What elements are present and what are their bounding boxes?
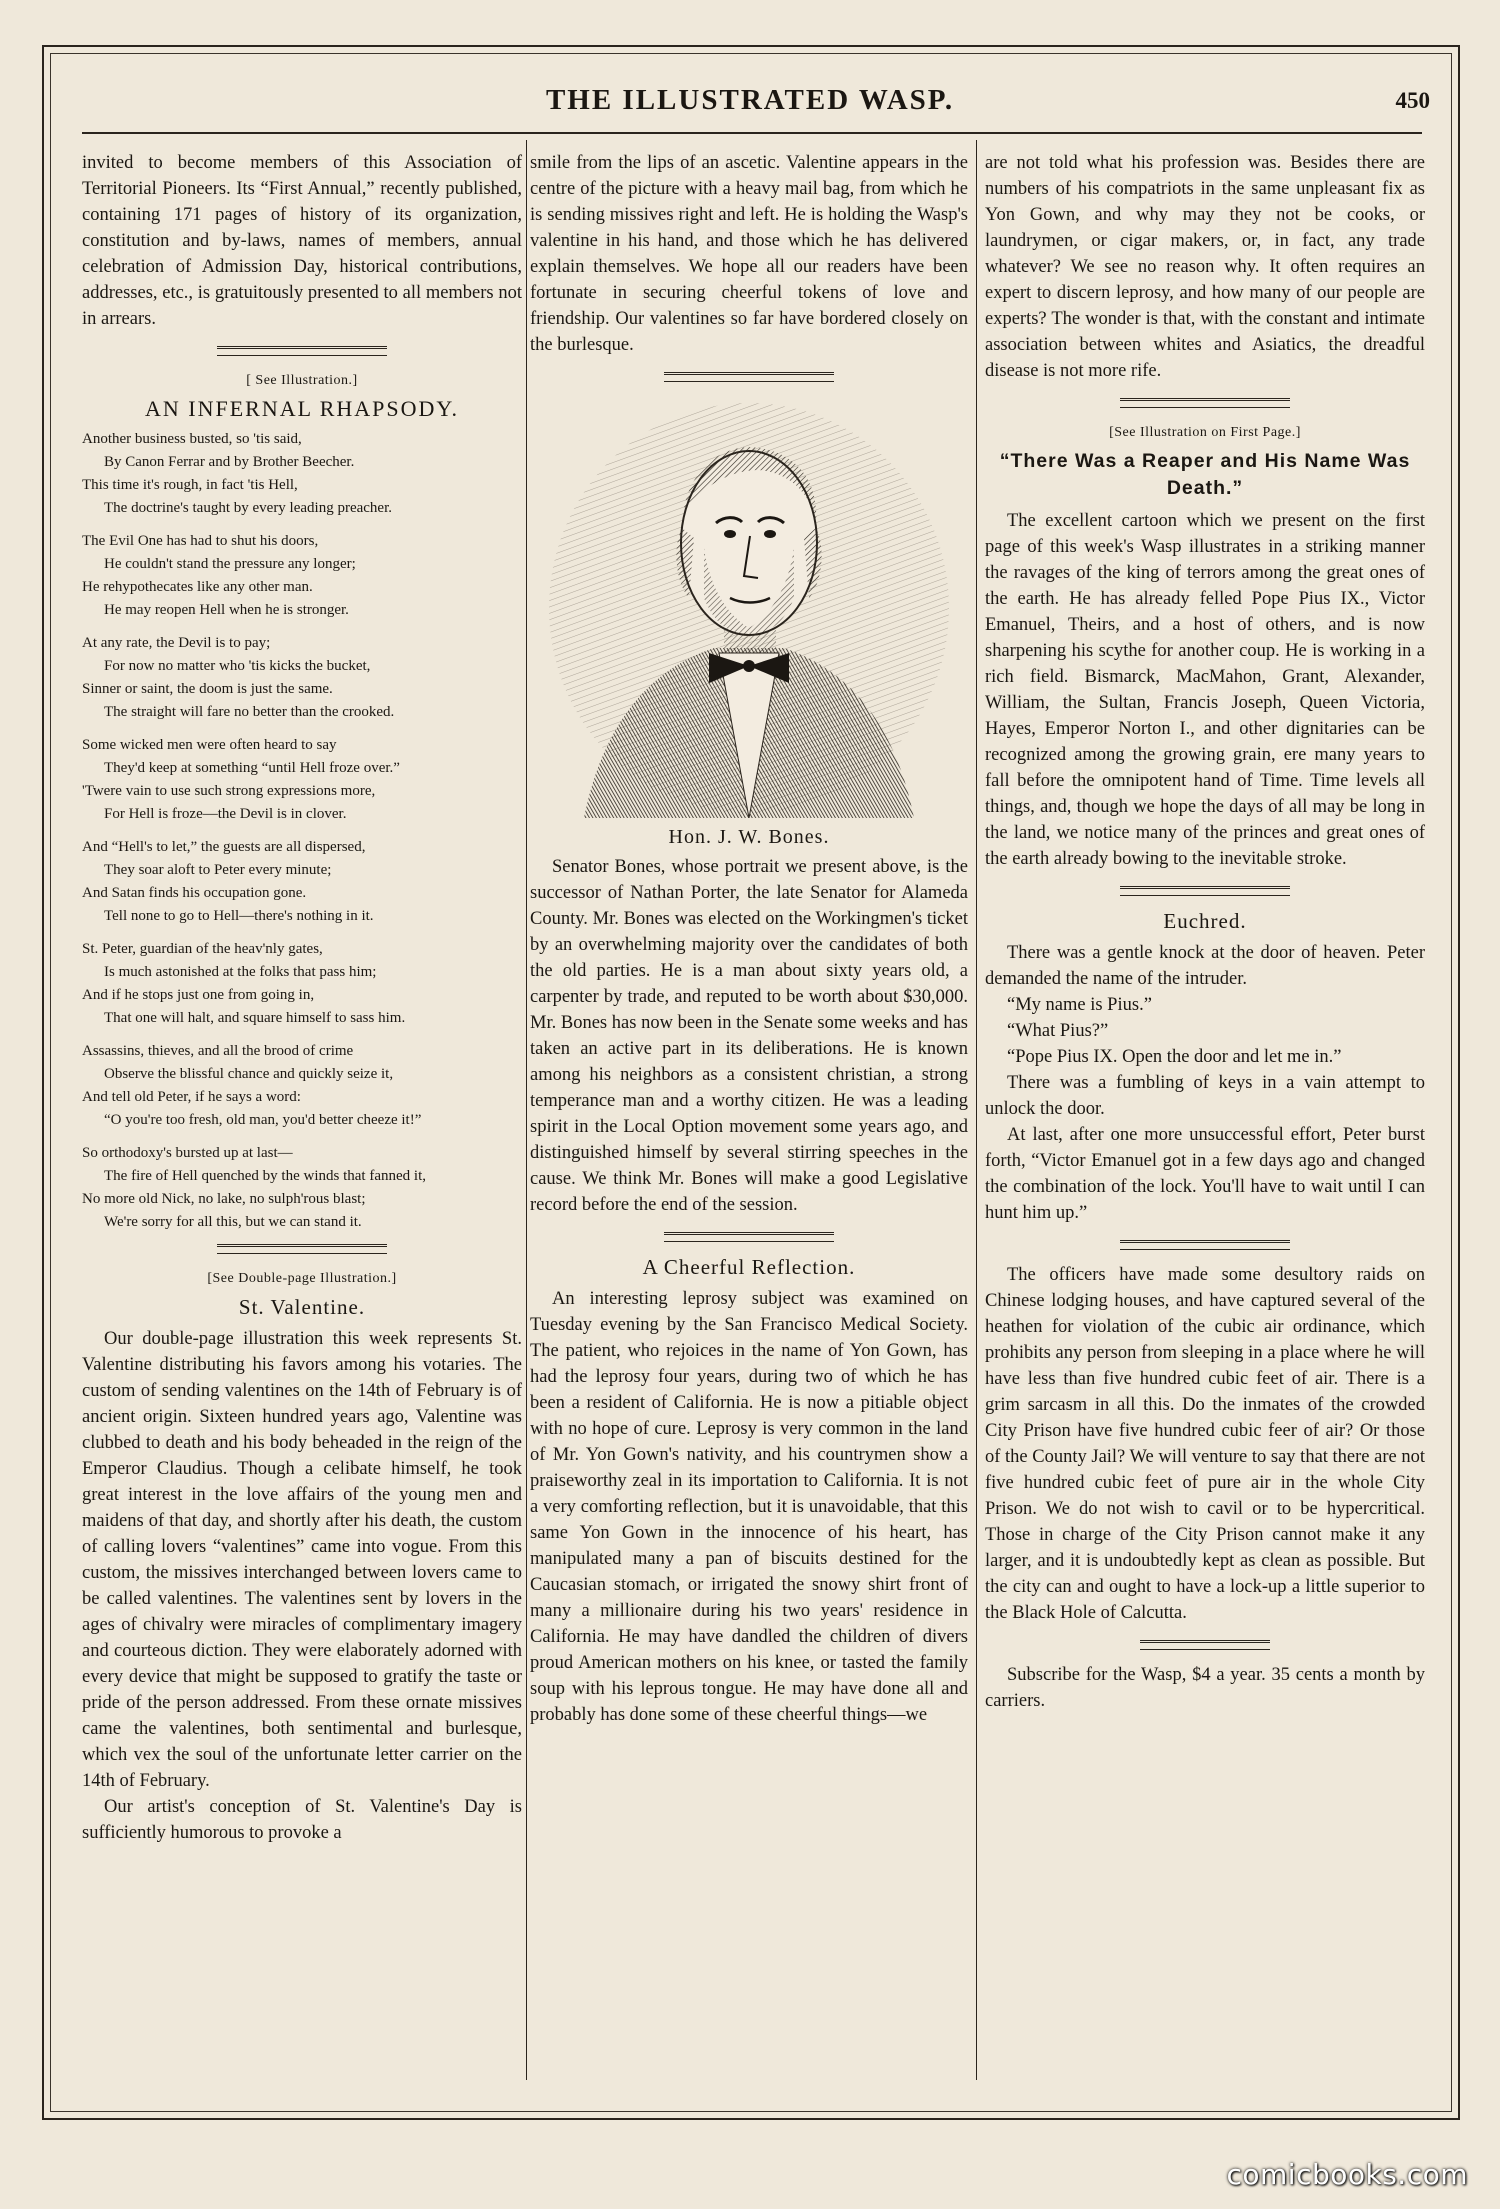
poem-line: The Evil One has had to shut his doors, <box>82 533 319 549</box>
poem-line: The fire of Hell quenched by the winds that fanned it, <box>104 1168 426 1184</box>
separator <box>217 1244 387 1254</box>
see-illustration-note: [ See Illustration.] <box>246 373 358 388</box>
poem-line: This time it's rough, in fact 'tis Hell, <box>82 477 298 493</box>
euchred-paragraph: There was a fumbling of keys in a vain attempt to unlock the door. <box>985 1073 1425 1119</box>
separator <box>664 1232 834 1242</box>
separator <box>1120 1240 1290 1250</box>
poem-line: Is much astonished at the folks that pass him; <box>104 964 377 980</box>
poem-line: Sinner or saint, the doom is just the same. <box>82 681 333 697</box>
euchred-paragraph: At last, after one more unsuccessful effort, Peter burst forth, “Victor Emanuel got in a few days ago and changed the combination of the lock. You'll have to wait until I can hunt him up.” <box>985 1125 1425 1223</box>
valentine-continued: smile from the lips of an ascetic. Valentine appears in the centre of the picture with a heavy mail bag, from which he is sending missives right and left. He is holding the Wasp's valentine in his hand, and those which he has delivered explain themselves. We hope all our readers have been fortunate in securing cheerful tokens of love and friendship. Our valentines so far have bordered closely on the burlesque. <box>530 153 968 355</box>
poem-line: They soar aloft to Peter every minute; <box>104 862 332 878</box>
euchred-paragraph: “What Pius?” <box>1007 1021 1109 1041</box>
separator <box>1140 1640 1270 1650</box>
valentine-title: St. Valentine. <box>238 1295 366 1319</box>
poem-line: He rehypothecates like any other man. <box>82 579 313 595</box>
poem-line: The doctrine's taught by every leading preacher. <box>104 500 393 516</box>
reaper-title: “There Was a Reaper and His Name Was Death.” <box>999 450 1411 499</box>
poem-line: Assassins, thieves, and all the brood of crime <box>82 1043 354 1059</box>
poem-stanza <box>82 632 522 724</box>
watermark: comicbooks.com <box>1226 2158 1468 2191</box>
page-number: 450 <box>1395 88 1430 113</box>
poem-stanza <box>82 734 522 826</box>
column-2 <box>530 150 968 1728</box>
separator <box>664 372 834 382</box>
euchred-paragraph: There was a gentle knock at the door of heaven. Peter demanded the name of the intruder. <box>985 943 1425 989</box>
poem-line: St. Peter, guardian of the heav'nly gates, <box>82 941 323 957</box>
reflection-title: A Cheerful Reflection. <box>642 1255 856 1279</box>
poem-line: And “Hell's to let,” the guests are all dispersed, <box>82 839 366 855</box>
header-rule <box>82 132 1422 134</box>
euchred-paragraph: “Pope Pius IX. Open the door and let me in.” <box>1007 1047 1342 1067</box>
euchred-title: Euchred. <box>1163 909 1247 933</box>
poem-line: Observe the blissful chance and quickly seize it, <box>104 1066 394 1082</box>
officers-paragraph: The officers have made some desultory raids on Chinese lodging houses, and have captured several of the heathen for violation of the cubic air ordinance, which prohibits any person from sleeping in a place where he will have less than five hundred cubic feet of air. There is a grim sarcasm in all this. Do the inmates of the crowded City Prison have five hundred cubic feer of air? Or those of the County Jail? We will venture to say that there are not five hundred cubic feet of pure air in the whole City Prison. We do not wish to cavil or to be hypercritical. Those in charge of the City Prison cannot make it any larger, and it is undoubtedly kept as clean as possible. But the city can and ought to have a lock-up a little superior to the Black Hole of Calcutta. <box>985 1265 1425 1623</box>
poem-line: He couldn't stand the pressure any longer; <box>104 556 356 572</box>
valentine-paragraph-2: Our artist's conception of St. Valentine's Day is sufficiently humorous to provoke a <box>82 1797 522 1843</box>
separator <box>1120 886 1290 896</box>
portrait-caption: Hon. J. W. Bones. <box>668 826 830 848</box>
poem-line: By Canon Ferrar and by Brother Beecher. <box>104 454 355 470</box>
poem-line: And tell old Peter, if he says a word: <box>82 1089 301 1105</box>
separator <box>217 346 387 356</box>
column-1 <box>82 150 522 1846</box>
euchred-paragraph: “My name is Pius.” <box>1007 995 1152 1015</box>
poem-line: At any rate, the Devil is to pay; <box>82 635 271 651</box>
masthead-title: THE ILLUSTRATED WASP. <box>545 84 955 116</box>
poem-stanza <box>82 1142 522 1234</box>
poem-line: No more old Nick, no lake, no sulph'rous blast; <box>82 1191 366 1207</box>
poem-line: He may reopen Hell when he is stronger. <box>104 602 349 618</box>
poem-stanza <box>82 1040 522 1132</box>
poem-stanza <box>82 530 522 622</box>
poem-body <box>82 428 522 1234</box>
column-rule-1 <box>526 140 527 2080</box>
poem-line: 'Twere vain to use such strong expressions more, <box>82 783 376 799</box>
separator <box>1120 398 1290 408</box>
poem-stanza <box>82 836 522 928</box>
reflection-paragraph: An interesting leprosy subject was examined on Tuesday evening by the San Francisco Medical Society. The patient, who rejoices in the name of Yon Gown, has had the leprosy four years, during two of which he has been a resident of California. He is now a pitiable object with no hope of cure. Leprosy is very common in the land of Mr. Yon Gown's nativity, and his countrymen show a praiseworthy zeal in its importation to California. It is not a very comforting reflection, but it is unavoidable, that this same Yon Gown in the innocence of his heart, has manipulated many a pan of biscuits destined for the Caucasian stomach, or irrigated the snowy shirt front of many a millionaire during his two years' residence in California. He may have dandled the children of divers proud American mothers on his knee, or tasted the family soup with his leprous tongue. He may have done all and probably has done some of these cheerful things—we <box>530 1289 968 1725</box>
poem-line: The straight will fare no better than the crooked. <box>104 704 395 720</box>
column-rule-2 <box>976 140 977 2080</box>
see-double-page-note: [See Double-page Illustration.] <box>207 1271 397 1286</box>
euchred-body <box>985 940 1425 1226</box>
poem-line: For Hell is froze—the Devil is in clover. <box>104 806 347 822</box>
poem-line: And Satan finds his occupation gone. <box>82 885 307 901</box>
poem-stanza <box>82 428 522 520</box>
pioneers-paragraph: invited to become members of this Association of Territorial Pioneers. Its “First Annual,” recently published, containing 171 pages of history of its organization, constitution and by-laws, names of members, annual celebration of Admission Day, historical contributions, addresses, etc., is gratuitously presented to all members not in arrears. <box>82 153 522 329</box>
reaper-paragraph: The excellent cartoon which we present on the first page of this week's Wasp illustrates in a striking manner the ravages of the king of terrors among the great ones of the earth. He has already felled Pope Pius IX., Victor Emanuel, Theirs, and a host of others, and is now sharpening his scythe for another coup. He is working in a rich field. Bismarck, MacMahon, Grant, Alexander, William, the Sultan, Francis Joseph, Queen Victoria, Hayes, Emperor Norton I., and other dignitaries can be recognized among the growing grain, ere many years to fall before the omnipotent hand of Time. Time levels all things, and, though we hope the days of all may be long in the land, we notice many of the princes and great ones of the earth already bowing to the inevitable stroke. <box>985 511 1425 869</box>
poem-line: So orthodoxy's bursted up at last— <box>82 1145 293 1161</box>
poem-line: Tell none to go to Hell—there's nothing in it. <box>104 908 374 924</box>
masthead <box>0 0 1500 116</box>
poem-title: AN INFERNAL RHAPSODY. <box>145 396 459 421</box>
poem-line: Another business busted, so 'tis said, <box>82 431 302 447</box>
bones-paragraph: Senator Bones, whose portrait we present above, is the successor of Nathan Porter, the late Senator for Alameda County. Mr. Bones was elected on the Workingmen's ticket by an overwhelming majority over the candidates of both the old parties. He is a man about sixty years old, a carpenter by trade, and reputed to be worth about $30,000. Mr. Bones has now been in the Senate some weeks and has taken an active part in its deliberations. He is known among his neighbors as a consistent christian, a strong temperance man and a worthy citizen. He was a leading spirit in the Local Option movement some years ago, and distinguished himself by several stirring speeches in the cause. We think Mr. Bones will make a good Legislative record before the end of the session. <box>530 857 968 1215</box>
column-3 <box>985 150 1425 1714</box>
poem-line: We're sorry for all this, but we can stand it. <box>104 1214 362 1230</box>
poem-line: And if he stops just one from going in, <box>82 987 315 1003</box>
valentine-paragraph: Our double-page illustration this week represents St. Valentine distributing his favors among his votaries. The custom of sending valentines on the 14th of February is of ancient origin. Sixteen hundred years ago, Valentine was clubbed to death and his body beheaded in the reign of the Emperor Claudius. Though a celibate himself, he took great interest in the love affairs of the young men and maidens of that day, and shortly after his death, the custom of calling lovers “valentines” came into vogue. From this custom, the missives interchanged between lovers came to be called valentines. The valentines sent by lovers in the ages of chivalry were miracles of complimentary imagery and courteous diction. They were elaborately adorned with every device that might be supposed to gratify the taste or pride of the person addressed. From these ornate missives came the valentines, both sentimental and burlesque, which vex the soul of the unfortunate letter carrier on the 14th of February. <box>82 1329 522 1791</box>
poem-line: They'd keep at something “until Hell froze over.” <box>104 760 400 776</box>
portrait-engraving <box>544 398 954 818</box>
see-first-page-note: [See Illustration on First Page.] <box>1109 425 1301 440</box>
poem-stanza <box>82 938 522 1030</box>
leprosy-continued: are not told what his profession was. Besides there are numbers of his compatriots in the same unpleasant fix as Yon Gown, and why may they not be cooks, or laundrymen, or cigar makers, or, in fact, any trade whatever? We see no reason why. It often requires an expert to discern leprosy, and how many of our people are experts? The wonder is that, with the constant and intimate association between whites and Asiatics, the dreadful disease is not more rife. <box>985 153 1425 381</box>
poem-line: For now no matter who 'tis kicks the bucket, <box>104 658 371 674</box>
poem-line: Some wicked men were often heard to say <box>82 737 337 753</box>
poem-line: That one will halt, and square himself to sass him. <box>104 1010 406 1026</box>
poem-line: “O you're too fresh, old man, you'd better cheeze it!” <box>104 1112 422 1128</box>
subscribe-notice: Subscribe for the Wasp, $4 a year. 35 cents a month by carriers. <box>985 1665 1425 1711</box>
